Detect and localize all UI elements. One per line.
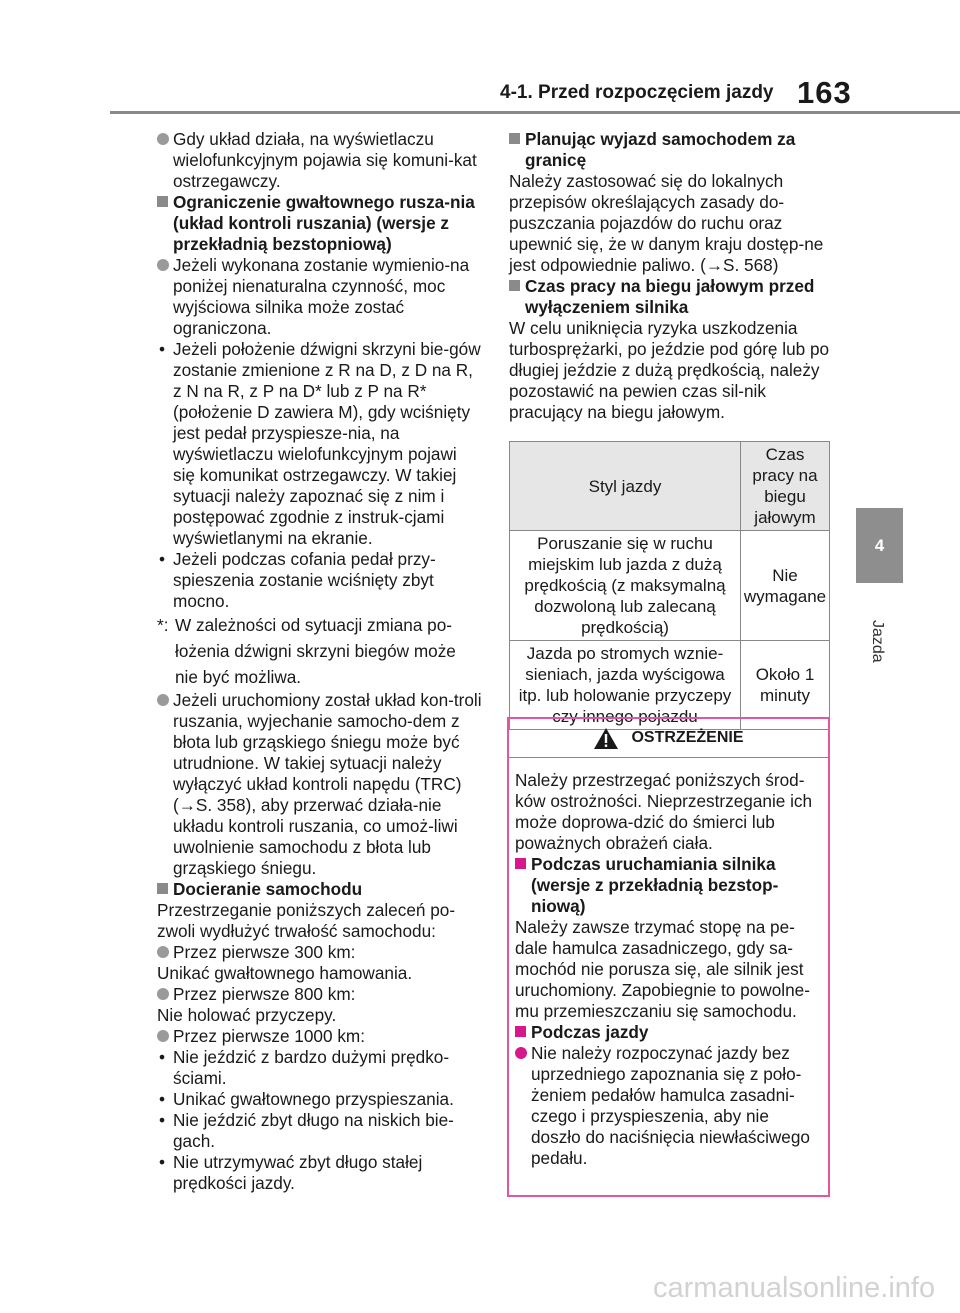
table-header-row	[510, 442, 830, 531]
chapter-tab-label: Jazda	[869, 620, 886, 663]
bullet-paragraph: Nie należy rozpoczynać jazdy bez uprzedniego zapoznania się z poło-żeniem pedałów hamulca zasadni-czego i przyspieszenia, aby nie doszło do naciśnięcia niewłaściwego pedału.	[515, 1043, 822, 1169]
list-item: • Unikać gwałtownego przyspieszania.	[157, 1089, 482, 1110]
warning-body	[509, 758, 828, 1169]
warning-header	[509, 719, 828, 758]
paragraph: Przestrzeganie poniższych zaleceń po-zwoli wydłużyć trwałość samochodu:	[157, 900, 456, 941]
paragraph: Unikać gwałtownego hamowania.	[157, 963, 413, 983]
paragraph: W celu uniknięcia ryzyka uszkodzenia turbosprężarki, po jeździe pod górę lub po długiej jeździe z dużą prędkością, należy pozostawić na pewien czas sil-nik pracujący na biegu jałowym.	[509, 318, 830, 422]
table-header-cell: Styl jazdy	[510, 442, 741, 531]
table-cell: Jazda po stromych wznie-sieniach, jazda wyścigowa itp. lub holowanie przyczepy czy innego pojazdu	[510, 641, 741, 730]
bullet-paragraph: Jeżeli uruchomiony został układ kon-troli ruszania, wyjechanie samocho-dem z błota lub grząskiego śniegu może być utrudnione. W takiej sytuacji należy wyłączyć układ kontroli napędu (TRC) (→S. 358), aby przerwać działa-nie układu kontroli ruszania, co umoż-liwi uwolnienie samochodu z błota lub grząskiego śniegu.	[157, 690, 482, 879]
paragraph: Należy zastosować się do lokalnych przepisów określających zasady do-puszczania pojazdów do ruchu oraz upewnić się, że w danym kraju dostęp-ne jest odpowiednie paliwo. (→S. 568)	[509, 171, 824, 275]
bullet-paragraph: Gdy układ działa, na wyświetlaczu wielofunkcyjnym pojawia się komuni-kat ostrzegawczy.	[157, 129, 482, 192]
warning-triangle-icon	[593, 727, 619, 750]
list-item: • Nie jeździć zbyt długo na niskich bie-gach.	[157, 1110, 482, 1152]
list-item: • Nie utrzymywać zbyt długo stałej prędkości jazdy.	[157, 1152, 482, 1194]
bullet-paragraph: Jeżeli wykonana zostanie wymienio-na poniżej nienaturalna czynność, moc wyjściowa silnika może zostać ograniczona.	[157, 255, 482, 339]
footnote-text: W zależności od sytuacji zmiana po-łożenia dźwigni skrzyni biegów może nie być możliwa.	[175, 615, 456, 687]
left-column	[157, 129, 482, 1194]
subheading: Ograniczenie gwałtownego rusza-nia (układ kontroli ruszania) (wersje z przekładnią bezstopniową)	[157, 192, 482, 255]
warning-box	[507, 717, 830, 1197]
table-cell: Około 1 minuty	[741, 641, 830, 730]
list-item: • Jeżeli podczas cofania pedał przy-spieszenia zostanie wciśnięty zbyt mocno.	[157, 549, 482, 612]
page-number: 163	[797, 75, 852, 110]
table-row	[510, 531, 830, 641]
subheading: Podczas uruchamiania silnika (wersje z przekładnią bezstop-niową)	[515, 854, 822, 917]
header-rule	[110, 111, 960, 114]
watermark: carmanualsonline.info	[653, 1272, 936, 1304]
table-header-cell: Czas pracy na biegu jałowym	[741, 442, 830, 531]
bullet-paragraph: Przez pierwsze 800 km:	[157, 984, 482, 1005]
list-item: • Jeżeli położenie dźwigni skrzyni bie-gów zostanie zmienione z R na D, z D na R, z N na R, z P na D* lub z P na R* (położenie D zawiera M), gdy wciśnięty jest pedał przyspiesze-nia, na wyświetlaczu wielofunkcyjnym pojawi się komunikat ostrzegawczy. W takiej sytuacji należy zapoznać się z nim i postępować zgodnie z instruk-cjami wyświetlanymi na ekranie.	[157, 339, 482, 549]
bullet-paragraph: Przez pierwsze 300 km:	[157, 942, 482, 963]
footnote-mark: *:	[157, 615, 169, 635]
table-cell: Nie wymagane	[741, 531, 830, 641]
subheading: Podczas jazdy	[515, 1022, 822, 1043]
chapter-tab[interactable]: 4	[856, 508, 903, 583]
section-title: 4-1. Przed rozpoczęciem jazdy	[500, 82, 774, 103]
table-cell: Poruszanie się w ruchu miejskim lub jazda z dużą prędkością (z maksymalną dozwoloną lub zalecaną prędkością)	[510, 531, 741, 641]
paragraph: Należy przestrzegać poniższych środ-ków ostrożności. Nieprzestrzeganie ich może doprowa-dzić do śmierci lub poważnych obrażeń ciała.	[515, 770, 813, 853]
subheading: Docieranie samochodu	[157, 879, 482, 900]
bullet-paragraph: Przez pierwsze 1000 km:	[157, 1026, 482, 1047]
subheading: Planując wyjazd samochodem za granicę	[509, 129, 834, 171]
footnote	[157, 612, 482, 690]
paragraph: Nie holować przyczepy.	[157, 1005, 337, 1025]
paragraph: Należy zawsze trzymać stopę na pe-dale hamulca zasadniczego, gdy sa-mochód nie porusza się, ale silnik jest uruchomiony. Zapobiegnie to powolne-mu przemieszczaniu się samochodu.	[515, 917, 810, 1021]
warning-title: OSTRZEŻENIE	[631, 729, 744, 746]
idle-time-table	[509, 441, 830, 730]
list-item: • Nie jeździć z bardzo dużymi prędko-ściami.	[157, 1047, 482, 1089]
right-column	[509, 129, 834, 423]
subheading: Czas pracy na biegu jałowym przed wyłączeniem silnika	[509, 276, 834, 318]
